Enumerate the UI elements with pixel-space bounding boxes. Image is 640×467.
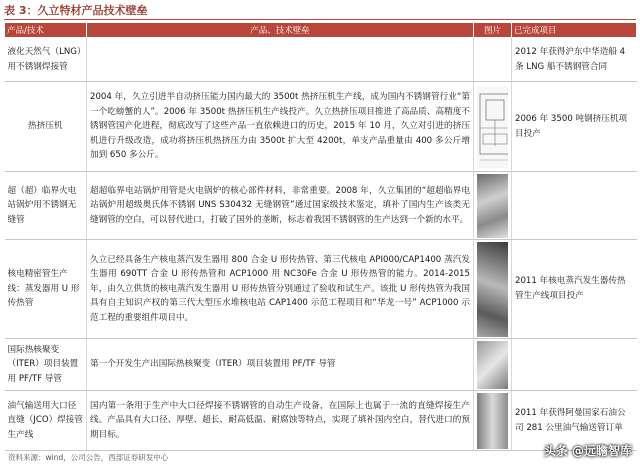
watermark bbox=[544, 439, 632, 461]
row-image bbox=[474, 38, 512, 82]
row-description: 久立已经具备生产核电蒸汽发生器用 800 合金 U 形传热管、第三代核电 API000/CAP1400 蒸汽发生器用 690TT 合金 U 形传热管和 ACP1000 用 NC30Fe 合金 U 形传热管的能力。2014-2015 年，由久立供货的核电蒸汽发生器用 U 形传热管分别通过了验收和试生产。该批 U 形传热管为我国具有自主知识产权的第三代大型压水堆核电站 CAP1400 示范工程项目和“华龙一号” ACP1000 示范工程的重要组件项目中。 bbox=[87, 240, 474, 339]
row-description: 国内第一条用于生产中大口径焊接不锈钢管的自动生产设备，在国际上也属于一流的直缝焊接生产线。产品具有大口径、厚壁、超长、耐高低温、耐腐蚀等特点，实现了填补国内空白，替代进口的预期目标。 bbox=[87, 391, 474, 451]
row-description: 超超临界电站锅炉用管是火电锅炉的核心部件材料，非常重要。2008 年，久立集团的“超超临界电站锅炉用超级奥氏体不锈钢 UNS S30432 无缝钢管”通过国家级技术鉴定，填补了国内生产该类无缝钢管的空白，可以替代进口，打破了国外的垄断，标志着我国不锈钢管的生产达到一个新的水平。 bbox=[87, 172, 474, 240]
row-product: 油气输送用大口径直缝（JCO）焊接管生产线 bbox=[5, 391, 87, 451]
row-achievement: 2011 年获得阿曼国家石油公司 281 公里油气输送管订单 bbox=[512, 391, 637, 451]
row-product: 国际热核聚变（ITER）项目装置用 PF/TF 导管 bbox=[5, 339, 87, 391]
row-image bbox=[474, 172, 512, 240]
table-row bbox=[5, 172, 637, 240]
row-achievement: 2011 年核电蒸汽发生器传热管生产线项目投产 bbox=[512, 240, 637, 339]
row-image bbox=[474, 391, 512, 451]
header-product: 产品/技术 bbox=[5, 23, 87, 38]
conduit-photo bbox=[477, 341, 508, 389]
table-row bbox=[5, 339, 637, 391]
row-product: 液化天然气（LNG）用不锈钢焊接管 bbox=[5, 38, 87, 82]
extrusion-press-drawing bbox=[477, 86, 508, 168]
table-row bbox=[5, 38, 637, 82]
watermark-text: 头条 @远瞻智库 bbox=[543, 443, 632, 458]
row-description: 第一个开发生产出国际热核聚变（ITER）项目装置用 PF/TF 导管 bbox=[87, 339, 474, 391]
row-achievement bbox=[512, 339, 637, 391]
u-tube-photo bbox=[477, 242, 508, 337]
table-row bbox=[5, 82, 637, 172]
tech-barrier-table bbox=[4, 22, 637, 451]
row-image bbox=[474, 240, 512, 339]
row-image bbox=[474, 82, 512, 172]
source-note: 资料来源：wind，公司公告，西部证券研发中心 bbox=[8, 453, 169, 462]
row-achievement: 2012 年获得沪东中华造船 4 条 LNG 船不锈钢管合同 bbox=[512, 38, 637, 82]
header-achievement: 已完成项目 bbox=[512, 23, 637, 38]
row-achievement bbox=[512, 172, 637, 240]
welded-pipe-photo bbox=[477, 393, 508, 449]
header-image: 图片 bbox=[474, 23, 512, 38]
stainless-pipes-photo bbox=[477, 174, 508, 238]
row-product: 热挤压机 bbox=[5, 82, 87, 172]
row-product: 超（超）临界火电站锅炉用不锈钢无缝管 bbox=[5, 172, 87, 240]
header-description: 产品、技术壁垒 bbox=[87, 23, 474, 38]
row-product: 核电精密管生产线：蒸发器用 U 形传热管 bbox=[5, 240, 87, 339]
table-row bbox=[5, 391, 637, 451]
row-achievement: 2006 年 3500 吨钢挤压机项目投产 bbox=[512, 82, 637, 172]
table-title: 表 3：久立特材产品技术壁垒 bbox=[4, 2, 636, 20]
row-description bbox=[87, 38, 474, 82]
row-image bbox=[474, 339, 512, 391]
table-row bbox=[5, 240, 637, 339]
row-description: 2004 年，久立引进半自动挤压能力国内最大的 3500t 热挤压机生产线，成为国内不锈钢管行业“第一个吃螃蟹的人”。2006 年 3500t 热挤压机生产线投产。久立热挤压项目推进了高品质、高精度不锈钢管国产化进程，彻底改写了这些产品一直依赖进口的历史，2015 年 10 月，久立对引进的挤压机进行升级改造，成功将挤压机热挤压力由 3500t 扩大至 4200t，单支产品重量由 400 多公斤增加到 650 多公斤。 bbox=[87, 82, 474, 172]
